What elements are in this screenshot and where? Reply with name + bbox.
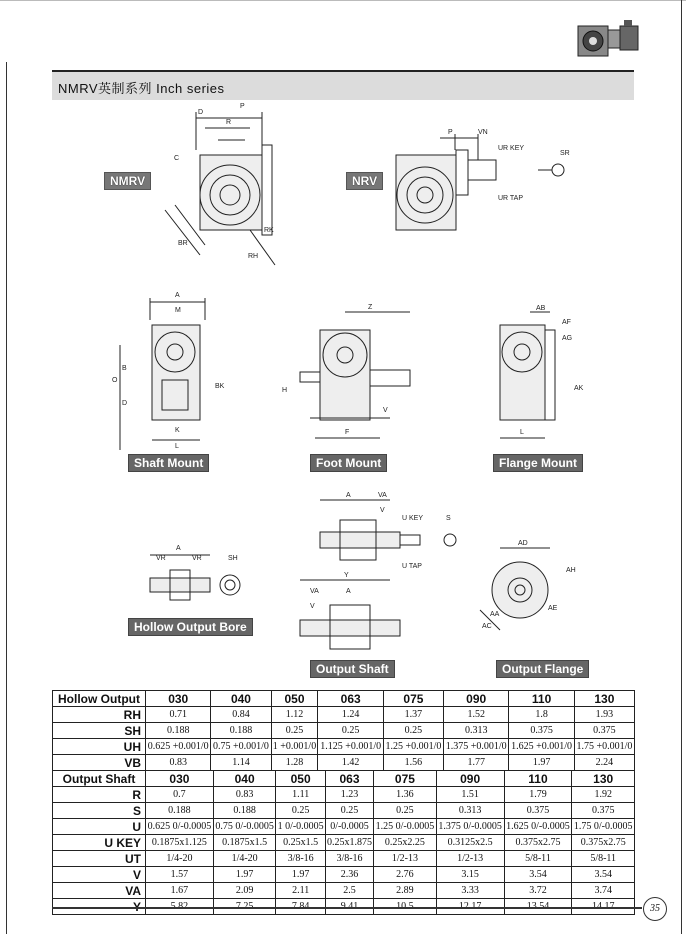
row-label: S: [53, 803, 146, 819]
table-corner: Output Shaft: [53, 771, 146, 787]
table-cell: 0.313: [436, 803, 504, 819]
caption-hollow-bore: Hollow Output Bore: [128, 618, 253, 636]
table-row: [53, 723, 635, 739]
table-cell: 1.93: [574, 707, 634, 723]
table-cell: 0.375: [504, 803, 572, 819]
svg-text:AF: AF: [562, 319, 571, 326]
row-label: VA: [53, 883, 146, 899]
table-cell: 0/-0.0005: [325, 819, 373, 835]
table-cell: 0.25: [325, 803, 373, 819]
caption-output-flange: Output Flange: [496, 660, 589, 678]
svg-text:M: M: [175, 307, 181, 314]
size-header: 075: [383, 691, 443, 707]
table-row: [53, 787, 635, 803]
svg-text:H: H: [282, 387, 288, 394]
table-cell: 0.7: [146, 787, 214, 803]
size-header: 090: [443, 691, 508, 707]
table-cell: 2.24: [574, 755, 634, 771]
table-cell: 1/4-20: [146, 851, 214, 867]
svg-text:A: A: [176, 545, 181, 552]
table-cell: 1.12: [271, 707, 318, 723]
table-row: [53, 835, 635, 851]
table-cell: 1.57: [146, 867, 214, 883]
table-cell: 1.25 0/-0.0005: [374, 819, 437, 835]
table-cell: 0.1875x1.5: [213, 835, 276, 851]
table-cell: 3.54: [504, 867, 572, 883]
svg-text:BK: BK: [215, 383, 225, 390]
table-cell: 0.625 +0.001/0: [146, 739, 211, 755]
svg-text:F: F: [345, 429, 350, 436]
foot-mount-drawing: [300, 312, 410, 438]
svg-text:B: B: [122, 365, 127, 372]
svg-text:A: A: [175, 292, 180, 299]
svg-text:VR: VR: [192, 555, 202, 562]
size-header: 030: [146, 691, 211, 707]
table-row: [53, 755, 635, 771]
svg-text:L: L: [175, 443, 179, 450]
svg-text:UR KEY: UR KEY: [498, 145, 525, 152]
size-header: 030: [146, 771, 214, 787]
table-header-row: [53, 771, 635, 787]
table-cell: 0.375x2.75: [504, 835, 572, 851]
svg-text:VR: VR: [156, 555, 166, 562]
table-cell: 0.75 0/-0.0005: [213, 819, 276, 835]
table-cell: 1.75 +0.001/0: [574, 739, 634, 755]
table-cell: 0.313: [443, 723, 508, 739]
table-cell: 0.25: [374, 803, 437, 819]
table-cell: 0.25x1.5: [276, 835, 325, 851]
svg-text:VA: VA: [378, 492, 387, 499]
nmrv-badge: NMRV: [104, 172, 151, 190]
table-cell: 1.97: [509, 755, 574, 771]
table-cell: 1.97: [213, 867, 276, 883]
table-cell: 5/8-11: [572, 851, 635, 867]
size-header: 110: [509, 691, 574, 707]
table-cell: 1.75 0/-0.0005: [572, 819, 635, 835]
caption-output-shaft: Output Shaft: [310, 660, 395, 678]
table-cell: 0.25: [318, 723, 383, 739]
table-cell: 0.375x2.75: [572, 835, 635, 851]
table-cell: 1/2-13: [374, 851, 437, 867]
table-cell: 1.77: [443, 755, 508, 771]
table-cell: 0.375: [574, 723, 634, 739]
table-cell: 0.188: [213, 803, 276, 819]
table-cell: 1.625 +0.001/0: [509, 739, 574, 755]
table-cell: 1.375 +0.001/0: [443, 739, 508, 755]
table-cell: 0.625 0/-0.0005: [146, 819, 214, 835]
table-cell: 0.75 +0.001/0: [211, 739, 271, 755]
table-corner: Hollow Output: [53, 691, 146, 707]
table-cell: 2.09: [213, 883, 276, 899]
table-cell: 1.8: [509, 707, 574, 723]
size-header: 063: [318, 691, 383, 707]
svg-text:BR: BR: [178, 240, 188, 247]
table-cell: 1/2-13: [436, 851, 504, 867]
table-cell: 1.92: [572, 787, 635, 803]
table-cell: 1 0/-0.0005: [276, 819, 325, 835]
row-label: RH: [53, 707, 146, 723]
row-label: SH: [53, 723, 146, 739]
size-header: 050: [276, 771, 325, 787]
table-cell: 1.97: [276, 867, 325, 883]
table-row: [53, 867, 635, 883]
footer-line: [52, 907, 642, 909]
row-label: R: [53, 787, 146, 803]
svg-text:V: V: [380, 507, 385, 514]
svg-text:Y: Y: [344, 572, 349, 579]
table-cell: 1/4-20: [213, 851, 276, 867]
table-cell: 3.54: [572, 867, 635, 883]
size-header: 040: [211, 691, 271, 707]
table-row: [53, 819, 635, 835]
table-cell: 1 +0.001/0: [271, 739, 318, 755]
row-label: UH: [53, 739, 146, 755]
table-cell: 0.1875x1.125: [146, 835, 214, 851]
table-cell: 0.71: [146, 707, 211, 723]
svg-text:V: V: [310, 603, 315, 610]
table-row: [53, 803, 635, 819]
size-header: 110: [504, 771, 572, 787]
table-cell: 0.375: [572, 803, 635, 819]
table-cell: 1.37: [383, 707, 443, 723]
size-header: 075: [374, 771, 437, 787]
table-cell: 1.125 +0.001/0: [318, 739, 383, 755]
table-cell: 1.67: [146, 883, 214, 899]
svg-text:D: D: [122, 400, 128, 407]
size-header: 040: [213, 771, 276, 787]
table-header-row: [53, 691, 635, 707]
svg-text:AA: AA: [490, 611, 500, 618]
table-cell: 1.56: [383, 755, 443, 771]
svg-text:S: S: [446, 515, 451, 522]
svg-text:VA: VA: [310, 588, 319, 595]
svg-text:R: R: [226, 119, 232, 126]
page-number: 35: [643, 897, 667, 921]
table-cell: 3.72: [504, 883, 572, 899]
row-label: U KEY: [53, 835, 146, 851]
table-cell: 1.51: [436, 787, 504, 803]
svg-text:L: L: [520, 429, 524, 436]
table-cell: 3.33: [436, 883, 504, 899]
table-cell: 3/8-16: [276, 851, 325, 867]
svg-text:AH: AH: [566, 567, 576, 574]
table-cell: 0.25: [271, 723, 318, 739]
svg-text:U KEY: U KEY: [402, 515, 424, 522]
svg-text:C: C: [174, 155, 180, 162]
shaft-mount-drawing: [120, 298, 205, 450]
table-cell: 0.25x2.25: [374, 835, 437, 851]
table-row: [53, 851, 635, 867]
nrv-drawing: [396, 134, 564, 230]
table-cell: 2.36: [325, 867, 373, 883]
svg-text:D: D: [198, 109, 204, 116]
table-cell: 0.25x1.875: [325, 835, 373, 851]
svg-text:K: K: [175, 427, 180, 434]
flange-mount-drawing: [500, 312, 555, 438]
svg-text:A: A: [346, 492, 351, 499]
svg-text:AB: AB: [536, 305, 546, 312]
svg-text:P: P: [240, 103, 245, 110]
caption-shaft-mount: Shaft Mount: [128, 454, 209, 472]
row-label: U: [53, 819, 146, 835]
size-header: 130: [574, 691, 634, 707]
table-cell: 3.74: [572, 883, 635, 899]
table-cell: 0.3125x2.5: [436, 835, 504, 851]
svg-text:O: O: [112, 377, 118, 384]
caption-flange-mount: Flange Mount: [493, 454, 583, 472]
table-row: [53, 739, 635, 755]
svg-text:UR TAP: UR TAP: [498, 195, 524, 202]
table-cell: 3.15: [436, 867, 504, 883]
svg-text:RH: RH: [248, 253, 259, 260]
nrv-badge: NRV: [346, 172, 383, 190]
table-cell: 1.625 0/-0.0005: [504, 819, 572, 835]
svg-text:Z: Z: [368, 304, 373, 311]
section-title: NMRV英制系列 Inch series: [58, 81, 225, 96]
svg-text:AE: AE: [548, 605, 558, 612]
row-label: UT: [53, 851, 146, 867]
table-cell: 2.89: [374, 883, 437, 899]
svg-text:SR: SR: [560, 150, 570, 157]
table-cell: 0.25: [383, 723, 443, 739]
table-cell: 1.79: [504, 787, 572, 803]
svg-text:AK: AK: [574, 385, 584, 392]
size-header: 130: [572, 771, 635, 787]
table-cell: 5/8-11: [504, 851, 572, 867]
svg-text:SH: SH: [228, 555, 238, 562]
hollow-output-table: [52, 690, 635, 771]
table-cell: 1.375 0/-0.0005: [436, 819, 504, 835]
size-header: 050: [271, 691, 318, 707]
table-cell: 0.188: [146, 803, 214, 819]
table-cell: 2.5: [325, 883, 373, 899]
svg-text:A: A: [346, 588, 351, 595]
table-row: [53, 883, 635, 899]
table-cell: 1.28: [271, 755, 318, 771]
size-header: 090: [436, 771, 504, 787]
table-cell: 0.188: [211, 723, 271, 739]
svg-text:VN: VN: [478, 129, 488, 136]
table-cell: 1.52: [443, 707, 508, 723]
table-cell: 0.25: [276, 803, 325, 819]
output-shaft-drawing: [300, 500, 456, 649]
svg-text:P: P: [448, 129, 453, 136]
row-label: VB: [53, 755, 146, 771]
row-label: V: [53, 867, 146, 883]
svg-text:U TAP: U TAP: [402, 563, 422, 570]
svg-text:V: V: [383, 407, 388, 414]
table-cell: 1.11: [276, 787, 325, 803]
svg-text:AC: AC: [482, 623, 492, 630]
svg-text:RK: RK: [264, 227, 274, 234]
table-cell: 1.23: [325, 787, 373, 803]
table-row: [53, 707, 635, 723]
table-cell: 1.14: [211, 755, 271, 771]
table-cell: 0.375: [509, 723, 574, 739]
table-cell: 1.25 +0.001/0: [383, 739, 443, 755]
svg-text:AD: AD: [518, 540, 528, 547]
svg-text:AG: AG: [562, 335, 573, 342]
table-cell: 1.24: [318, 707, 383, 723]
table-cell: 1.42: [318, 755, 383, 771]
table-cell: 1.36: [374, 787, 437, 803]
table-cell: 2.76: [374, 867, 437, 883]
output-shaft-table: [52, 770, 635, 915]
caption-foot-mount: Foot Mount: [310, 454, 387, 472]
table-cell: 3/8-16: [325, 851, 373, 867]
table-cell: 0.83: [213, 787, 276, 803]
table-cell: 0.83: [146, 755, 211, 771]
size-header: 063: [325, 771, 373, 787]
table-cell: 0.84: [211, 707, 271, 723]
table-cell: 2.11: [276, 883, 325, 899]
table-cell: 0.188: [146, 723, 211, 739]
